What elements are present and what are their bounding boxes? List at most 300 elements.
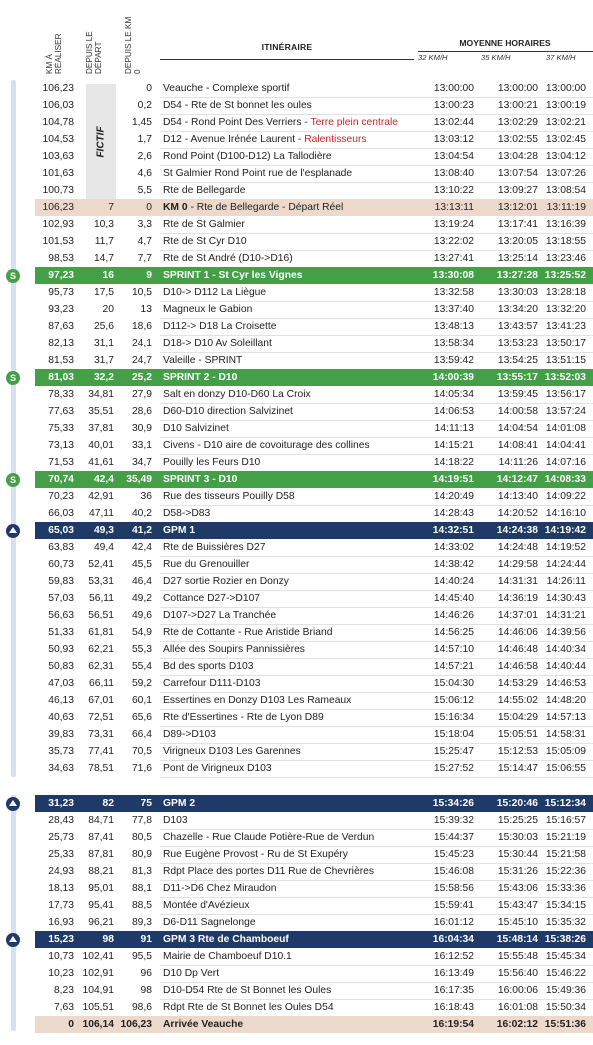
depart-cell: 14,7 — [93, 253, 114, 264]
itineraire-cell: D60-D10 direction Salvizinet — [163, 406, 293, 417]
depart-cell: 52,41 — [88, 559, 114, 570]
km-cell: 0 — [68, 1019, 74, 1030]
depart-cell: 78,51 — [88, 763, 114, 774]
depart-cell: 95,01 — [88, 883, 114, 894]
km-cell: 28,43 — [48, 815, 74, 826]
itineraire-cell: GPM 1 — [163, 525, 196, 536]
time-35-cell: 16:02:12 — [496, 1019, 538, 1030]
km0-cell: 13 — [140, 304, 152, 315]
itineraire-cell: Chazelle - Rue Claude Potière-Rue de Verdun — [163, 832, 375, 843]
km0-cell: 40,2 — [131, 508, 152, 519]
time-37-cell: 13:07:26 — [545, 168, 586, 179]
km0-cell: 55,4 — [131, 661, 152, 672]
time-35-cell: 14:36:19 — [497, 593, 538, 604]
km-cell: 106,23 — [42, 83, 74, 94]
time-32-cell: 13:32:58 — [433, 287, 474, 298]
depart-cell: 104,91 — [82, 985, 114, 996]
time-32-cell: 14:40:24 — [433, 576, 474, 587]
table-row — [35, 982, 593, 999]
time-32-cell: 14:57:21 — [433, 661, 474, 672]
time-35-cell: 15:31:26 — [497, 866, 538, 877]
col-header-km-realiser: KM À RÉALISER — [45, 33, 63, 74]
table-row — [35, 148, 593, 165]
time-35-cell: 13:04:28 — [497, 151, 538, 162]
table-row — [35, 658, 593, 675]
time-35-cell: 15:43:47 — [497, 900, 538, 911]
table-row — [35, 914, 593, 931]
col-header-depuis-depart: DEPUIS LE DÉPART — [85, 31, 103, 74]
km-cell: 46,13 — [48, 695, 74, 706]
sprint-row — [35, 471, 593, 488]
km-cell: 98,53 — [48, 253, 74, 264]
time-35-cell: 15:04:29 — [497, 712, 538, 723]
time-35-cell: 13:43:57 — [497, 321, 538, 332]
itineraire-cell: GPM 2 — [163, 798, 196, 809]
km0-cell: 7,7 — [137, 253, 152, 264]
time-32-cell: 16:12:52 — [433, 951, 474, 962]
timeline-bar — [11, 795, 16, 1031]
itineraire-cell: Rte de Buissières D27 — [163, 542, 266, 553]
km0-cell: 80,9 — [131, 849, 152, 860]
col-header-depuis-km0: DEPUIS LE KM 0 — [124, 16, 142, 74]
time-37-cell: 14:39:56 — [545, 627, 586, 638]
km0-cell: 30,9 — [131, 423, 152, 434]
itineraire-cell: Arrivée Veauche — [163, 1019, 244, 1030]
table-row — [35, 352, 593, 369]
time-37-cell: 15:06:55 — [545, 763, 586, 774]
sprint-icon: S — [6, 371, 20, 385]
itineraire-cell: Rte de St Galmier — [163, 219, 245, 230]
itineraire-cell: D58->D83 — [163, 508, 211, 519]
km-cell: 56,63 — [48, 610, 74, 621]
time-37-cell: 15:50:34 — [545, 1002, 586, 1013]
time-37-cell: 14:24:44 — [545, 559, 586, 570]
time-37-cell: 14:30:43 — [545, 593, 586, 604]
time-35-cell: 14:46:48 — [497, 644, 538, 655]
time-35-cell: 14:37:01 — [497, 610, 538, 621]
table-row — [35, 573, 593, 590]
table-row — [35, 760, 593, 777]
table-header — [0, 0, 593, 78]
km-cell: 8,23 — [53, 985, 74, 996]
time-32-cell: 13:30:08 — [432, 270, 474, 281]
km-cell: 81,53 — [48, 355, 74, 366]
km-cell: 60,73 — [48, 559, 74, 570]
km-cell: 100,73 — [42, 185, 74, 196]
time-37-cell: 15:33:36 — [545, 883, 586, 894]
depart-cell: 95,41 — [88, 900, 114, 911]
header-divider — [160, 59, 414, 60]
time-35-cell: 13:02:29 — [497, 117, 538, 128]
km0-cell: 80,5 — [131, 832, 152, 843]
sprint-row — [35, 369, 593, 386]
time-35-cell: 15:56:40 — [497, 968, 538, 979]
time-32-cell: 14:11:13 — [434, 423, 474, 434]
time-37-cell: 13:16:39 — [545, 219, 586, 230]
time-32-cell: 13:19:24 — [433, 219, 474, 230]
time-32-cell: 13:27:41 — [433, 253, 474, 264]
km0-cell: 98 — [140, 985, 152, 996]
itineraire-cell: D10 Salvizinet — [163, 423, 229, 434]
km-cell: 77,63 — [48, 406, 74, 417]
depart-cell: 82 — [102, 798, 114, 809]
time-35-cell: 15:14:47 — [497, 763, 538, 774]
mountain-icon — [6, 797, 20, 811]
table-row — [35, 80, 593, 97]
time-37-cell: 13:52:03 — [544, 372, 586, 383]
mountain-icon — [6, 524, 20, 538]
itineraire-cell: D18-> D10 Av Soleillant — [163, 338, 272, 349]
km-cell: 50,83 — [48, 661, 74, 672]
itineraire-cell: D10-> D112 La Liègue — [163, 287, 267, 298]
time-37-cell: 13:56:17 — [545, 389, 586, 400]
km0-cell: 71,6 — [131, 763, 152, 774]
itineraire-cell: Rte d'Essertines - Rte de Lyon D89 — [163, 712, 324, 723]
time-37-cell: 14:07:16 — [545, 457, 586, 468]
time-35-cell: 13:25:14 — [497, 253, 538, 264]
km0-cell: 95,5 — [131, 951, 152, 962]
km0-cell: 98,6 — [131, 1002, 152, 1013]
km0-cell: 96 — [140, 968, 152, 979]
time-32-cell: 15:58:56 — [433, 883, 474, 894]
depart-cell: 102,91 — [82, 968, 114, 979]
time-37-cell: 13:11:19 — [546, 202, 586, 213]
itineraire-cell: Valeille - SPRINT — [163, 355, 243, 366]
time-32-cell: 16:13:49 — [433, 968, 474, 979]
depart-cell: 47,11 — [88, 508, 114, 519]
km0-cell: 4,6 — [137, 168, 152, 179]
time-35-cell: 13:34:20 — [497, 304, 538, 315]
time-37-cell: 14:31:21 — [545, 610, 586, 621]
time-37-cell: 13:25:52 — [544, 270, 586, 281]
table-row — [35, 897, 593, 914]
time-32-cell: 14:57:10 — [433, 644, 474, 655]
km-cell: 106,23 — [42, 202, 74, 213]
time-37-cell: 15:16:57 — [545, 815, 586, 826]
time-35-cell: 15:25:25 — [497, 815, 538, 826]
time-35-cell: 15:45:10 — [497, 917, 538, 928]
time-35-cell: 14:29:58 — [497, 559, 538, 570]
time-32-cell: 14:18:22 — [433, 457, 474, 468]
depart-cell: 34,81 — [88, 389, 114, 400]
km-cell: 106,03 — [42, 100, 74, 111]
itineraire-cell: Allée des Soupirs Pannissières — [163, 644, 305, 655]
km-cell: 40,63 — [48, 712, 74, 723]
km-cell: 75,33 — [48, 423, 74, 434]
time-37-cell: 13:41:23 — [545, 321, 586, 332]
time-37-cell: 13:57:24 — [545, 406, 586, 417]
depart-cell — [76, 148, 114, 165]
time-32-cell: 15:59:41 — [433, 900, 474, 911]
time-32-cell: 13:00:00 — [433, 83, 474, 94]
km-cell: 39,83 — [48, 729, 74, 740]
depart-cell: 72,51 — [88, 712, 114, 723]
time-37-cell: 13:32:20 — [545, 304, 586, 315]
time-35-cell: 15:30:44 — [497, 849, 538, 860]
time-32-cell: 14:19:51 — [432, 474, 474, 485]
depart-cell — [76, 114, 114, 131]
time-32-cell: 14:38:42 — [433, 559, 474, 570]
itineraire-cell: St Galmier Rond Point rue de l'esplanade — [163, 168, 353, 179]
time-32-cell: 14:05:34 — [433, 389, 474, 400]
table-row — [35, 250, 593, 267]
itineraire-cell: D10-D54 Rte de St Bonnet les Oules — [163, 985, 332, 996]
depart-cell: 61,81 — [88, 627, 114, 638]
itineraire-cell: D11->D6 Chez Miraudon — [163, 883, 277, 894]
km-cell: 73,13 — [48, 440, 74, 451]
km-cell: 71,53 — [48, 457, 74, 468]
depart-cell: 105,51 — [82, 1002, 114, 1013]
table-row — [35, 454, 593, 471]
depart-cell — [76, 131, 114, 148]
depart-cell: 56,11 — [88, 593, 114, 604]
depart-cell: 40,01 — [88, 440, 114, 451]
km-cell: 78,33 — [48, 389, 74, 400]
time-37-cell: 13:23:46 — [545, 253, 586, 264]
time-35-cell: 16:00:06 — [497, 985, 538, 996]
km0-cell: 46,4 — [131, 576, 152, 587]
depart-cell: 62,21 — [88, 644, 114, 655]
itineraire-cell: D112-> D18 La Croisette — [163, 321, 277, 332]
km0-cell: 55,3 — [131, 644, 152, 655]
time-32-cell: 15:16:34 — [433, 712, 474, 723]
km0-cell: 81,3 — [131, 866, 152, 877]
time-37-cell: 14:08:33 — [544, 474, 586, 485]
time-35-cell: 14:00:58 — [497, 406, 538, 417]
timeline-bar — [11, 80, 16, 777]
time-35-cell: 14:46:06 — [497, 627, 538, 638]
time-37-cell: 14:04:41 — [545, 440, 586, 451]
depart-cell: 42,91 — [88, 491, 114, 502]
time-35-cell: 13:54:25 — [497, 355, 538, 366]
itineraire-cell: Rte de St Cyr D10 — [163, 236, 247, 247]
km-cell: 70,23 — [48, 491, 74, 502]
depart-cell: 7 — [108, 202, 114, 213]
time-32-cell: 14:28:43 — [433, 508, 474, 519]
km-cell: 57,03 — [48, 593, 74, 604]
itineraire-cell — [163, 199, 413, 216]
table-row — [35, 114, 593, 131]
km0-cell: 2,6 — [137, 151, 152, 162]
itineraire-cell: Essertines en Donzy D103 Les Rameaux — [163, 695, 352, 706]
table-row — [35, 863, 593, 880]
km0-cell: 42,4 — [131, 542, 152, 553]
time-32-cell: 15:34:26 — [432, 798, 474, 809]
time-37-cell: 14:48:20 — [545, 695, 586, 706]
km0-cell: 27,9 — [131, 389, 152, 400]
km-cell: 104,78 — [42, 117, 74, 128]
km0-cell: 0 — [146, 83, 152, 94]
row-divider — [160, 777, 593, 778]
km-cell: 59,83 — [48, 576, 74, 587]
table-row — [35, 131, 593, 148]
time-37-cell: 14:46:53 — [545, 678, 586, 689]
time-37-cell: 15:45:34 — [545, 951, 586, 962]
km0-cell: 25,2 — [131, 372, 152, 383]
time-32-cell: 13:02:44 — [433, 117, 474, 128]
table-row — [35, 182, 593, 199]
time-32-cell: 13:03:12 — [433, 134, 474, 145]
time-35-cell: 14:24:38 — [496, 525, 538, 536]
km-cell: 103,63 — [42, 151, 74, 162]
time-35-cell: 13:53:23 — [497, 338, 538, 349]
depart-cell: 96,21 — [88, 917, 114, 928]
km0-cell: 3,3 — [137, 219, 152, 230]
depart-cell: 102,41 — [82, 951, 114, 962]
depart-cell: 17,5 — [93, 287, 114, 298]
table-row — [35, 335, 593, 352]
itineraire-cell: Rte de St André (D10->D16) — [163, 253, 293, 264]
time-32-cell: 14:46:26 — [433, 610, 474, 621]
table-row — [35, 233, 593, 250]
itineraire-cell: D107->D27 La Tranchée — [163, 610, 277, 621]
km0-cell: 70,5 — [131, 746, 152, 757]
km0-cell: 88,1 — [131, 883, 152, 894]
header-divider — [418, 51, 593, 52]
depart-cell: 35,51 — [88, 406, 114, 417]
time-35-cell: 13:00:21 — [497, 100, 538, 111]
time-32-cell: 14:33:02 — [433, 542, 474, 553]
km-cell: 10,73 — [48, 951, 74, 962]
time-32-cell: 15:25:47 — [433, 746, 474, 757]
time-35-cell: 14:24:48 — [497, 542, 538, 553]
time-37-cell: 13:00:19 — [545, 100, 586, 111]
time-32-cell: 13:08:40 — [433, 168, 474, 179]
speed-37-label: 37 KM/H — [546, 53, 576, 62]
time-35-cell: 14:13:40 — [497, 491, 538, 502]
km0-cell: 24,1 — [131, 338, 152, 349]
time-35-cell: 14:04:54 — [497, 423, 538, 434]
km-cell: 50,93 — [48, 644, 74, 655]
km0-description: - Rte de Bellegarde - Départ Réel — [187, 202, 344, 213]
km-cell: 24,93 — [48, 866, 74, 877]
gpm-row — [35, 931, 593, 948]
km-cell: 10,23 — [48, 968, 74, 979]
depart-cell: 66,11 — [88, 678, 114, 689]
table-row — [35, 301, 593, 318]
time-37-cell: 14:58:31 — [545, 729, 586, 740]
time-32-cell: 16:17:35 — [433, 985, 474, 996]
sprint-icon: S — [6, 473, 20, 487]
sprint-row — [35, 267, 593, 284]
itineraire-cell — [163, 131, 413, 148]
table-row — [35, 743, 593, 760]
km0-cell: 59,2 — [131, 678, 152, 689]
time-32-cell: 15:18:04 — [433, 729, 474, 740]
itineraire-cell: D10 Dp Vert — [163, 968, 220, 979]
itineraire-cell: D103 — [163, 815, 188, 826]
time-32-cell: 16:19:54 — [432, 1019, 474, 1030]
itineraire-cell: SPRINT 3 - D10 — [163, 474, 238, 485]
col-header-itineraire: ITINÉRAIRE — [261, 42, 313, 52]
time-37-cell: 14:57:13 — [545, 712, 586, 723]
depart-cell — [76, 165, 114, 182]
table-row — [35, 97, 593, 114]
time-32-cell: 13:00:23 — [433, 100, 474, 111]
km0-label: KM 0 — [163, 202, 188, 213]
depart-cell — [76, 80, 114, 97]
km0-cell: 4,7 — [137, 236, 152, 247]
itineraire-cell: Montée d'Avézieux — [163, 900, 250, 911]
table-row — [35, 692, 593, 709]
table-row — [35, 812, 593, 829]
depart-cell: 73,31 — [88, 729, 114, 740]
km0-cell: 28,6 — [131, 406, 152, 417]
time-32-cell: 13:58:34 — [433, 338, 474, 349]
time-32-cell: 14:56:25 — [433, 627, 474, 638]
col-header-moyenne: MOYENNE HORAIRES — [459, 38, 551, 48]
time-37-cell: 14:16:10 — [545, 508, 586, 519]
time-37-cell: 14:40:44 — [545, 661, 586, 672]
time-32-cell: 15:27:52 — [433, 763, 474, 774]
table-row — [35, 624, 593, 641]
itineraire-cell: Veauche - Complexe sportif — [163, 83, 290, 94]
depart-cell: 37,81 — [88, 423, 114, 434]
km-cell: 15,23 — [48, 934, 74, 945]
km0-cell: 36 — [140, 491, 152, 502]
depart-cell: 10,3 — [93, 219, 114, 230]
km-cell: 101,53 — [42, 236, 74, 247]
table-row — [35, 675, 593, 692]
time-32-cell: 13:59:42 — [433, 355, 474, 366]
time-37-cell: 14:19:42 — [544, 525, 586, 536]
time-35-cell: 13:17:41 — [497, 219, 538, 230]
time-37-cell: 15:34:15 — [545, 900, 586, 911]
time-37-cell: 13:51:15 — [545, 355, 586, 366]
time-35-cell: 13:59:45 — [497, 389, 538, 400]
time-37-cell: 15:35:32 — [545, 917, 586, 928]
itineraire-cell: Bd des sports D103 — [163, 661, 254, 672]
itineraire-cell: Cottance D27->D107 — [163, 593, 261, 604]
speed-35-label: 35 KM/H — [481, 53, 511, 62]
time-37-cell: 15:49:36 — [545, 985, 586, 996]
depart-cell: 49,3 — [93, 525, 114, 536]
time-37-cell: 15:21:58 — [545, 849, 586, 860]
time-32-cell: 15:46:08 — [433, 866, 474, 877]
km0-cell: 54,9 — [131, 627, 152, 638]
km-cell: 101,63 — [42, 168, 74, 179]
depart-cell: 41,61 — [88, 457, 114, 468]
km0-cell: 65,6 — [131, 712, 152, 723]
km0-cell: 33,1 — [131, 440, 152, 451]
km-cell: 51,33 — [48, 627, 74, 638]
km0-cell: 0 — [146, 202, 152, 213]
itineraire-cell: Rue des tisseurs Pouilly D58 — [163, 491, 295, 502]
time-35-cell: 14:55:02 — [497, 695, 538, 706]
table-row — [35, 829, 593, 846]
itineraire-cell: Magneux le Gabion — [163, 304, 253, 315]
km-cell: 25,73 — [48, 832, 74, 843]
time-35-cell: 14:12:47 — [496, 474, 538, 485]
time-32-cell: 13:10:22 — [433, 185, 474, 196]
time-37-cell: 15:12:34 — [544, 798, 586, 809]
km-cell: 7,63 — [53, 1002, 74, 1013]
km0-cell: 18,6 — [131, 321, 152, 332]
sprint-icon: S — [6, 269, 20, 283]
km-cell: 47,03 — [48, 678, 74, 689]
fictif-label: FICTIF — [95, 125, 107, 158]
km0-cell: 49,6 — [131, 610, 152, 621]
time-32-cell: 13:48:13 — [433, 321, 474, 332]
km0-cell: 77,8 — [131, 815, 152, 826]
time-37-cell: 15:46:22 — [545, 968, 586, 979]
table-row — [35, 318, 593, 335]
time-32-cell: 14:06:53 — [433, 406, 474, 417]
depart-cell: 88,21 — [88, 866, 114, 877]
time-35-cell: 14:08:41 — [497, 440, 538, 451]
time-32-cell: 16:04:34 — [432, 934, 474, 945]
km-cell: 70,74 — [48, 474, 74, 485]
